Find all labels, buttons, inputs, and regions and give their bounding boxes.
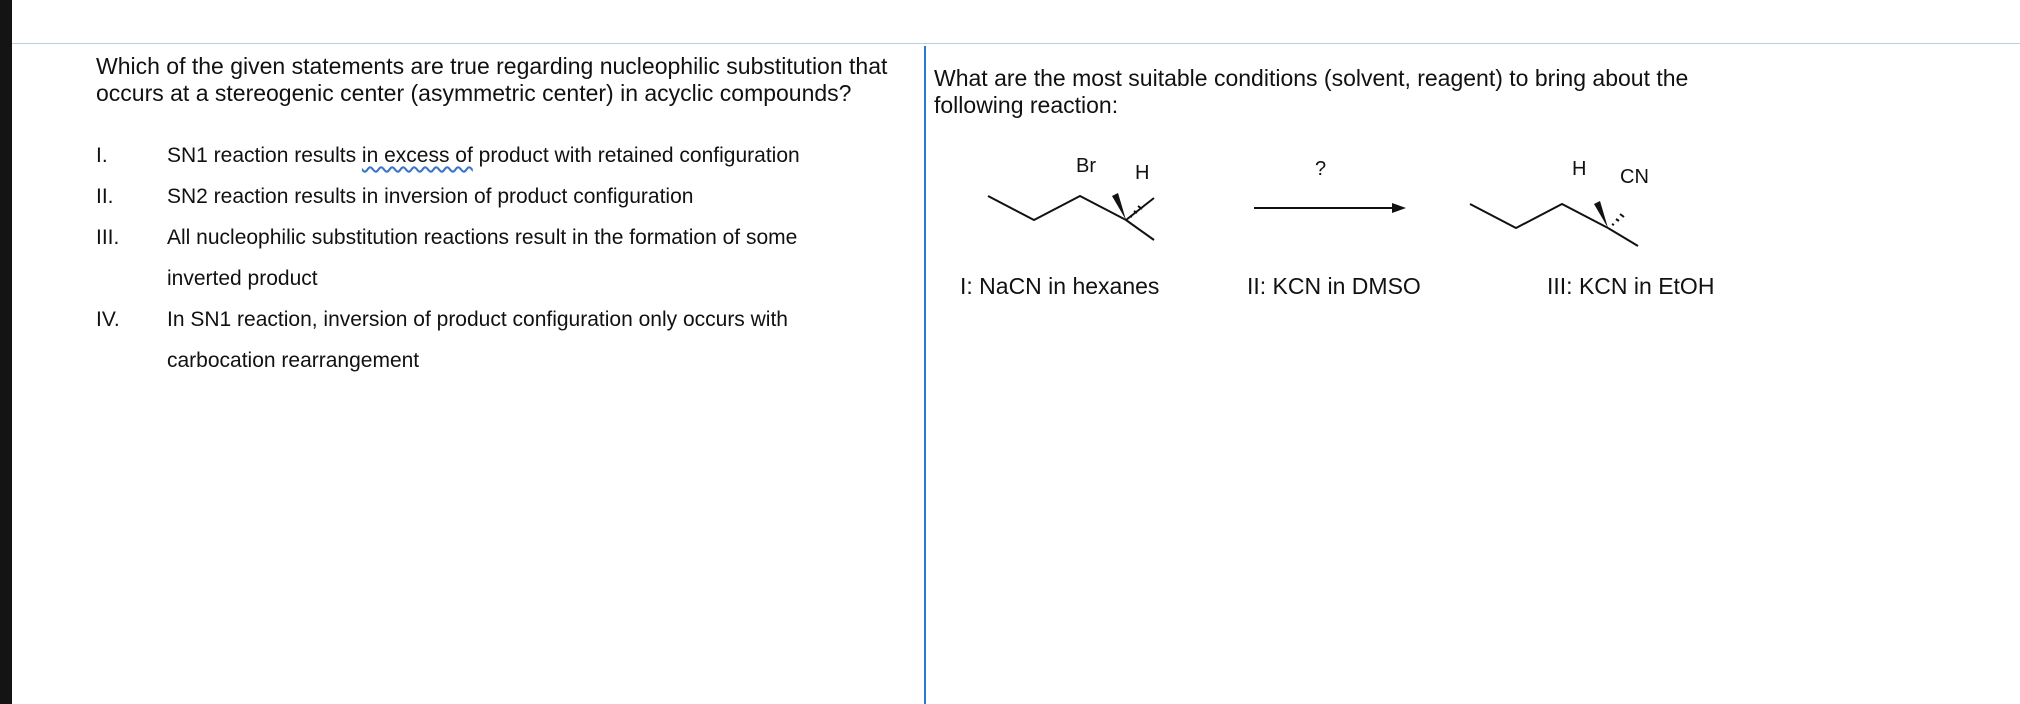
question-2-prompt-line: following reaction: (934, 92, 1119, 118)
reactant-skeleton (988, 196, 1154, 220)
reaction-drawing (960, 140, 1700, 250)
statement-text-part: SN1 reaction results (167, 144, 362, 167)
spellcheck-marked-phrase[interactable]: in excess of (361, 144, 473, 167)
reactant-bromine-label: Br (1076, 155, 1096, 177)
statement-text: All nucleophilic substitution reactions result in the formation of some (167, 226, 798, 249)
statement-text-part: product with retained configuration (472, 144, 800, 167)
statement-ii (96, 176, 916, 217)
product-hydrogen-label: H (1572, 158, 1587, 180)
top-divider (12, 43, 2020, 44)
window-edge (0, 0, 12, 704)
statement-list (96, 135, 916, 381)
statement-i (96, 135, 916, 176)
statement-numeral: III. (96, 226, 120, 249)
product-methyl-bond (1608, 228, 1638, 246)
option-ii: II: KCN in DMSO (1247, 273, 1421, 299)
statement-iv (96, 299, 916, 381)
statement-text: In SN1 reaction, inversion of product configuration only occurs with (167, 308, 788, 331)
reaction-condition-label: ? (1315, 158, 1327, 180)
statement-numeral: I. (96, 144, 108, 167)
statement-numeral: IV. (96, 308, 120, 331)
column-divider (924, 46, 926, 704)
reactant-hydrogen-label: H (1135, 162, 1150, 184)
question-2-prompt (934, 65, 1934, 119)
product-hash-bond (1612, 214, 1624, 225)
reaction-arrow-head (1392, 203, 1406, 213)
statement-iii (96, 217, 916, 299)
product-cyano-label: CN (1620, 166, 1649, 188)
statement-numeral: II. (96, 185, 114, 208)
statement-text: carbocation rearrangement (167, 349, 420, 372)
reactant-methyl-bond (1126, 220, 1154, 240)
question-1-prompt-line: Which of the given statements are true regarding nucleophilic substitution that (96, 53, 888, 79)
question-1-prompt-line: occurs at a stereogenic center (asymmetric center) in acyclic compounds? (96, 80, 852, 106)
statement-text: inverted product (167, 267, 318, 290)
question-1-prompt (96, 53, 916, 107)
option-iii: III: KCN in EtOH (1547, 273, 1715, 299)
reaction-scheme (960, 140, 1700, 250)
statement-text: SN2 reaction results in inversion of product configuration (167, 185, 694, 208)
option-i: I: NaCN in hexanes (960, 273, 1160, 299)
statement-text (167, 135, 916, 176)
product-skeleton (1470, 204, 1608, 228)
question-2-prompt-line: What are the most suitable conditions (solvent, reagent) to bring about the (934, 65, 1689, 91)
